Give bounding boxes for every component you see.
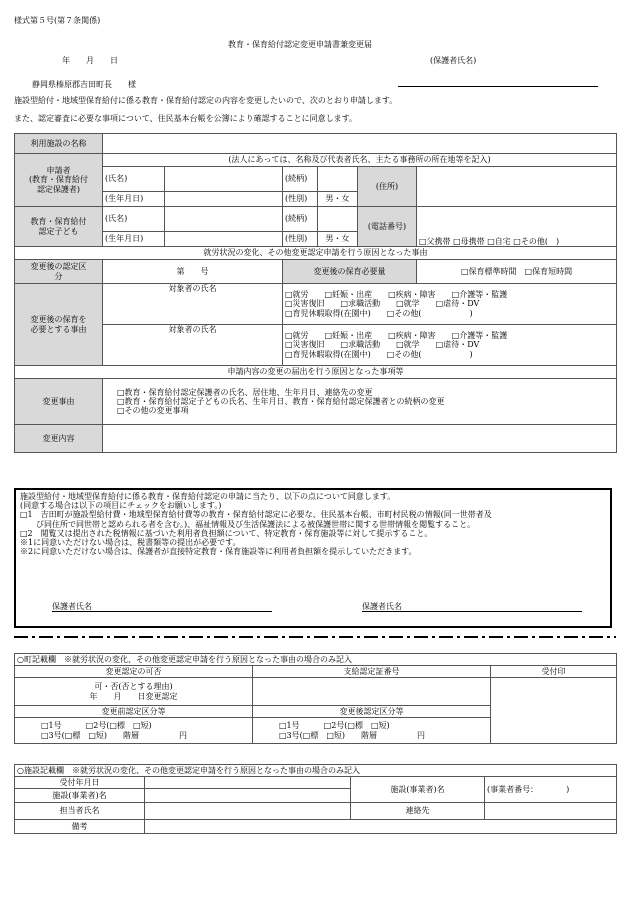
reason-options-1-line-2[interactable]: □災害復旧 □求職活動 □就学 □虐待・DV — [285, 299, 480, 309]
target-name-label-2: 対象者の氏名 — [103, 325, 283, 366]
child-label: 教育・保育給付 認定子ども — [15, 207, 103, 247]
change-reason-label: 変更事由 — [15, 379, 103, 425]
applicant-sex-field[interactable]: 男・女 — [318, 192, 358, 207]
address-field[interactable] — [417, 167, 617, 207]
after-category-label: 変更後認定区分等 — [253, 706, 491, 718]
applicant-name-label: (氏名) — [103, 167, 165, 192]
care-amount-options[interactable]: □保育標準時間 □保育短時間 — [417, 260, 617, 284]
intro-line-2: また、認定審査に必要な事項について、住民基本台帳を公簿により確認することに同意します。 — [14, 114, 358, 123]
guardian-name-label: (保護者氏名) — [430, 56, 477, 65]
contact-label: 連絡先 — [351, 803, 485, 820]
change-content-field[interactable] — [103, 425, 617, 453]
change-reason-options[interactable] — [103, 379, 617, 425]
change-content-label: 変更内容 — [15, 425, 103, 453]
receipt-stamp-label: 受付印 — [491, 666, 617, 678]
guardian-signature-line[interactable] — [398, 86, 598, 87]
before-category-options[interactable] — [15, 718, 253, 744]
reason-options-2-line-1[interactable]: □就労 □妊娠・出産 □疾病・障害 □介護等・監護 — [285, 331, 508, 341]
staff-name-label: 担当者氏名 — [15, 803, 145, 820]
applicant-dob-field[interactable] — [165, 192, 283, 207]
consent-note-1: ※1に同意いただけない場合は、税書類等の提出が必要です。 — [20, 537, 241, 547]
consent-check-2[interactable]: □2 閲覧又は提出された税情報に基づいた利用者負担額について、特定教育・保育施設等に対して提示すること。 — [20, 528, 433, 538]
child-sex-field[interactable]: 男・女 — [318, 232, 358, 247]
need-reason-label: 変更後の保育を 必要とする事由 — [15, 284, 103, 366]
approval-value[interactable]: 可・否(否とする理由) — [94, 682, 173, 692]
notes-label: 備考 — [15, 820, 145, 834]
applicant-sex-label: (性別) — [283, 192, 318, 207]
consent-check-1[interactable]: □1 吉田町が施設型給付費・地域型保育給付費等の教育・保育給付認定に必要な、住民基本台帳、市町村民税の情報(同一世帯者及 — [20, 510, 492, 520]
approval-label: 変更認定の可否 — [15, 666, 253, 678]
addressee: 静岡県榛原郡吉田町長 様 — [32, 80, 136, 89]
form-title: 教育・保育給付認定変更申請書兼変更届 — [228, 40, 372, 49]
facility-name-label: 利用施設の名称 — [15, 134, 103, 154]
before-category-opt-1[interactable]: □1号 □2号(□標 □短) — [41, 721, 152, 731]
after-category-opt-1[interactable]: □1号 □2号(□標 □短) — [279, 721, 390, 731]
consent-signature-1-label: 保護者氏名 — [52, 602, 92, 611]
business-no-field[interactable]: (事業者番号： ) — [485, 777, 617, 803]
consent-note-2: ※2に同意いただけない場合は、保護者が直接特定教育・保育施設等に利用者負担額を提示していただきます。 — [20, 547, 417, 557]
change-option-3[interactable]: □その他の変更事項 — [117, 406, 189, 416]
applicant-name-field[interactable] — [165, 167, 283, 192]
consent-signature-2-label: 保護者氏名 — [362, 602, 402, 611]
facility-name-field[interactable] — [103, 134, 617, 154]
consent-signature-1[interactable] — [52, 602, 272, 612]
consent-line-2: (同意する場合は以下の項目にチェックをお願いします。) — [20, 501, 222, 511]
facility-operator-label: 施設(事業者)名 — [15, 789, 145, 803]
child-name-label: (氏名) — [103, 207, 165, 232]
target-name-label-1: 対象者の氏名 — [103, 284, 283, 325]
facility-name-label-right: 施設(事業者)名 — [351, 777, 485, 803]
date-field[interactable]: 年 月 日 — [62, 56, 118, 65]
corp-note: (法人にあっては、名称及び代表者氏名、主たる事務所の所在地等を記入) — [103, 154, 617, 167]
cert-no-field[interactable] — [253, 678, 491, 706]
facility-section-title: ○施設記載欄 ※就労状況の変化、その他変更認定申請を行う原因となった事由の場合のみ記入 — [15, 765, 617, 777]
child-relation-label: (続柄) — [283, 207, 318, 232]
reason-options-2-line-3[interactable]: □育児休暇取得(在園中) □その他( ) — [285, 349, 473, 359]
received-date-field[interactable] — [145, 777, 351, 789]
child-relation-field[interactable] — [318, 207, 358, 232]
form-number: 様式第５号(第７条関係) — [14, 16, 101, 25]
reason-options-1-line-1[interactable]: □就労 □妊娠・出産 □疾病・障害 □介護等・監護 — [285, 290, 508, 300]
contact-field[interactable] — [485, 803, 617, 820]
reason-options-2[interactable] — [283, 325, 617, 366]
before-category-opt-2[interactable]: □3号(□標 □短) 階層 円 — [41, 730, 188, 740]
after-category-opt-2[interactable]: □3号(□標 □短) 階層 円 — [279, 730, 426, 740]
phone-label: (電話番号) — [358, 207, 417, 247]
facility-section-table — [14, 764, 617, 834]
staff-name-field[interactable] — [145, 803, 351, 820]
reason-options-1-line-3[interactable]: □育児休暇取得(在園中) □その他( ) — [285, 308, 473, 318]
reason-section-header: 就労状況の変化、その他変更認定申請を行う原因となった事由 — [15, 247, 617, 260]
town-section-table — [14, 653, 617, 744]
address-label: (住所) — [358, 167, 417, 207]
received-date-label: 受付年月日 — [15, 777, 145, 789]
change-option-1[interactable]: □教育・保育給付認定保護者の氏名、居住地、生年月日、連絡先の変更 — [117, 387, 373, 397]
applicant-dob-label: (生年月日) — [103, 192, 165, 207]
before-category-label: 変更前認定区分等 — [15, 706, 253, 718]
phone-field[interactable]: □父携帯 □母携帯 □自宅 □その他( ) — [417, 207, 617, 247]
reason-options-1[interactable] — [283, 284, 617, 325]
intro-line-1: 施設型給付・地域型保育給付に係る教育・保育給付認定の内容を変更したいので、次のとおり申請します。 — [14, 96, 398, 105]
cert-no-label: 支給認定証番号 — [253, 666, 491, 678]
new-category-field[interactable]: 第 号 — [103, 260, 283, 284]
reason-options-2-line-2[interactable]: □災害復旧 □求職活動 □就学 □虐待・DV — [285, 340, 480, 350]
consent-check-1-cont: び同住所で同世帯と認められる者を含む。)、福祉情報及び生活保護法による被保護世帯に関する世帯情報を閲覧すること。 — [20, 519, 476, 529]
child-name-field[interactable] — [165, 207, 283, 232]
approval-date[interactable]: 年 月 日変更認定 — [89, 691, 178, 701]
child-dob-field[interactable] — [165, 232, 283, 247]
consent-signature-2[interactable] — [362, 602, 582, 612]
child-sex-label: (性別) — [283, 232, 318, 247]
consent-box — [14, 488, 612, 628]
town-section-title: ○町記載欄 ※就労状況の変化、その他変更認定申請を行う原因となった事由の場合のみ記入 — [15, 654, 617, 666]
notes-field[interactable] — [145, 820, 617, 834]
change-option-2[interactable]: □教育・保育給付認定子どもの氏名、生年月日、教育・保育給付認定保護者との続柄の変更 — [117, 396, 445, 406]
receipt-stamp-field — [491, 678, 617, 744]
applicant-relation-field[interactable] — [318, 167, 358, 192]
applicant-label: 申請者 (教育・保育給付 認定保護者) — [15, 154, 103, 207]
facility-operator-field[interactable] — [145, 789, 351, 803]
application-form-table — [14, 133, 617, 453]
change-section-header: 申請内容の変更の届出を行う原因となった事項等 — [15, 366, 617, 379]
care-amount-label: 変更後の保育必要量 — [283, 260, 417, 284]
child-dob-label: (生年月日) — [103, 232, 165, 247]
after-category-options[interactable] — [253, 718, 491, 744]
applicant-relation-label: (続柄) — [283, 167, 318, 192]
consent-line-1: 施設型給付・地域型保育給付に係る教育・保育給付認定の申請に当たり、以下の点について同意します。 — [20, 492, 396, 501]
approval-field[interactable] — [15, 678, 253, 706]
cut-line — [14, 636, 616, 638]
new-category-label: 変更後の認定区 分 — [15, 260, 103, 284]
